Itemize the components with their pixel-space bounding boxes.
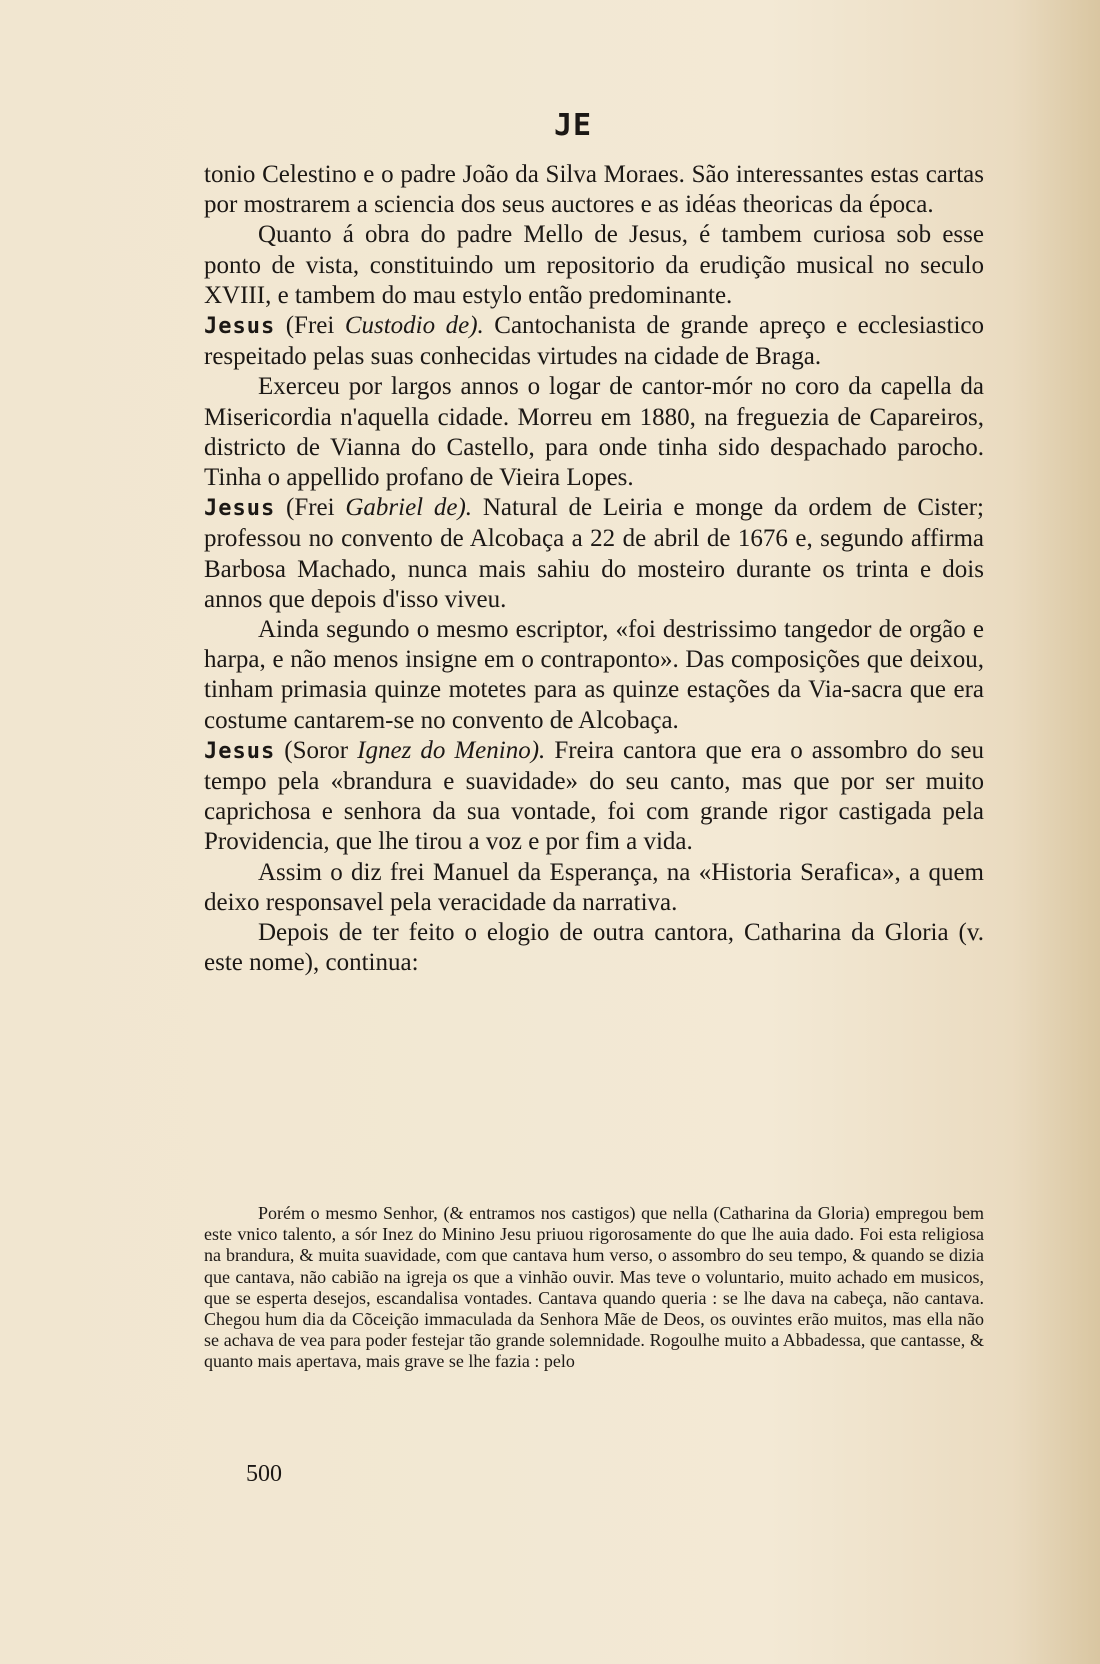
paragraph: Assim o diz frei Manuel da Esperança, na «Historia Serafica», a quem deixo responsavel pela veracidade da narrativa. — [204, 858, 984, 916]
entry-qualifier-open: (Frei — [275, 312, 345, 340]
entry-qualifier-open: (Soror — [275, 736, 358, 764]
quotation-text: Porém o mesmo Senhor, (& entramos nos castigos) que nella (Catharina da Gloria) empregou bem este vnico talento, a sór Inez do Minino Jesu priuou rigorosamente do que lhe auia dado. Foi esta religiosa na brandura, & muita suavidade, com que cantava hum verso, o assombro do seu tempo, & quando se dizia que cantava, não cabião na igreja os que a vinhão ouvir. Mas teve o voluntario, muito achado em musicos, que se esperta desejos, escandalisa vontades. Cantava quando queria : se lhe dava na cabeça, não cantava. Chegou hum dia da Cõceição immaculada da Senhora Mãe de Deos, os ouvintes erão muitos, mas ella não se achava de vea para poder festejar tão grande solemnidade. Rogoulhe muito a Abbadessa, que cantasse, & quanto mais apertava, mais grave se lhe fazia : pelo — [204, 1203, 984, 1372]
block-quotation — [204, 1203, 984, 1373]
paragraph: tonio Celestino e o padre João da Silva Moraes. São interessantes estas cartas por mostrarem a sciencia dos seus auctores e as idéas theoricas da época. — [204, 161, 984, 219]
entry-text: Natural de Leiria e monge da ordem de Cister; professou no convento de Alcobaça a 22 de abril de 1676 e, segundo affirma Barbosa Machado, nunca mais sahiu do mosteiro durante os trinta e dois annos que depois d'isso viveu. — [204, 494, 984, 613]
paragraph: Ainda segundo o mesmo escriptor, «foi destrissimo tangedor de orgão e harpa, e não menos insigne em o contraponto». Das composições que deixou, tinham primasia quinze motetes para as quinze estações da Via-sacra que era costume cantarem-se no convento de Alcobaça. — [204, 616, 984, 734]
entry-text: Cantochanista de grande apreço e ecclesiastico respeitado pelas suas conhecidas virtudes na cidade de Braga. — [204, 312, 984, 371]
paragraph: Exerceu por largos annos o logar de cantor-mór no coro da capella da Misericordia n'aquella cidade. Morreu em 1880, na freguezia de Capareiros, districto de Vianna do Castello, para onde tinha sido despachado parocho. Tinha o appellido profano de Vieira Lopes. — [204, 373, 984, 492]
entry-qualifier-italic: Gabriel de). — [345, 494, 473, 522]
dictionary-entry — [204, 311, 984, 372]
entry-headword: Jesus — [204, 738, 276, 764]
entry-qualifier-open: (Frei — [275, 494, 346, 522]
paragraph: Depois de ter feito o elogio de outra cantora, Catharina da Gloria (v. este nome), continua: — [204, 919, 984, 977]
entry-qualifier-italic: Custodio de). — [344, 312, 484, 340]
main-text-column — [204, 160, 984, 978]
page-number: 500 — [246, 1461, 282, 1487]
dictionary-entry — [204, 493, 984, 615]
dictionary-entry — [204, 736, 984, 858]
entry-headword: Jesus — [204, 496, 276, 522]
running-header: JE — [554, 108, 593, 143]
entry-text: Freira cantora que era o assombro do seu tempo pela «brandura e suavidade» do seu canto, mas que por ser muito caprichosa e senhora da sua vontade, foi com grande rigor castigada pela Providencia, que lhe tirou a voz e por fim a vida. — [204, 736, 984, 856]
entry-qualifier-italic: Ignez do Menino). — [357, 736, 546, 764]
entry-headword: Jesus — [204, 314, 276, 340]
paragraph: Quanto á obra do padre Mello de Jesus, é tambem curiosa sob esse ponto de vista, constituindo um repositorio da erudição musical no seculo XVIII, e tambem do mau estylo então predominante. — [204, 221, 984, 309]
